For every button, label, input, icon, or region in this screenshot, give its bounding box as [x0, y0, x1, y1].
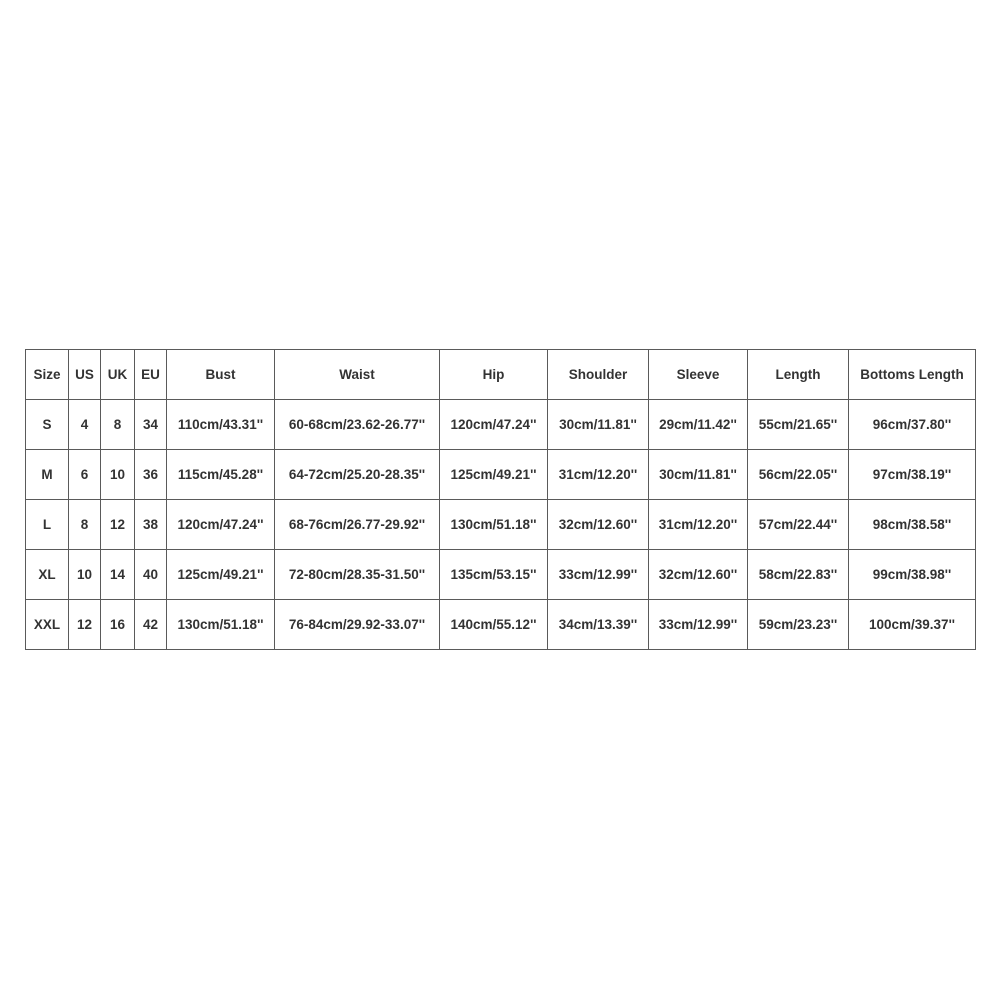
table-cell: 56cm/22.05''	[748, 450, 849, 500]
header-eu: EU	[135, 350, 167, 400]
table-cell: 125cm/49.21''	[440, 450, 548, 500]
table-cell: 16	[101, 600, 135, 650]
table-cell: 60-68cm/23.62-26.77''	[275, 400, 440, 450]
table-cell: 55cm/21.65''	[748, 400, 849, 450]
table-cell: 100cm/39.37''	[849, 600, 976, 650]
table-cell: 110cm/43.31''	[167, 400, 275, 450]
table-cell: 140cm/55.12''	[440, 600, 548, 650]
table-cell: 32cm/12.60''	[649, 550, 748, 600]
table-cell: 72-80cm/28.35-31.50''	[275, 550, 440, 600]
table-cell: 10	[69, 550, 101, 600]
header-row	[26, 350, 976, 400]
table-row	[26, 600, 976, 650]
table-row	[26, 550, 976, 600]
table-cell: L	[26, 500, 69, 550]
table-cell: 33cm/12.99''	[649, 600, 748, 650]
table-cell: 34cm/13.39''	[548, 600, 649, 650]
header-waist: Waist	[275, 350, 440, 400]
table-cell: 125cm/49.21''	[167, 550, 275, 600]
header-hip: Hip	[440, 350, 548, 400]
header-uk: UK	[101, 350, 135, 400]
table-cell: 32cm/12.60''	[548, 500, 649, 550]
table-cell: 57cm/22.44''	[748, 500, 849, 550]
table-row	[26, 400, 976, 450]
table-row	[26, 450, 976, 500]
table-cell: 99cm/38.98''	[849, 550, 976, 600]
header-length: Length	[748, 350, 849, 400]
size-chart-table	[25, 349, 976, 650]
table-cell: 130cm/51.18''	[440, 500, 548, 550]
table-cell: 120cm/47.24''	[167, 500, 275, 550]
table-cell: 29cm/11.42''	[649, 400, 748, 450]
table-cell: XL	[26, 550, 69, 600]
table-cell: S	[26, 400, 69, 450]
table-cell: 120cm/47.24''	[440, 400, 548, 450]
table-cell: 10	[101, 450, 135, 500]
table-cell: 12	[101, 500, 135, 550]
header-bottoms-length: Bottoms Length	[849, 350, 976, 400]
table-cell: 130cm/51.18''	[167, 600, 275, 650]
table-cell: 30cm/11.81''	[649, 450, 748, 500]
table-cell: 38	[135, 500, 167, 550]
table-cell: 8	[101, 400, 135, 450]
table-cell: 68-76cm/26.77-29.92''	[275, 500, 440, 550]
table-cell: M	[26, 450, 69, 500]
table-cell: 97cm/38.19''	[849, 450, 976, 500]
table-cell: 31cm/12.20''	[548, 450, 649, 500]
table-cell: 6	[69, 450, 101, 500]
table-cell: 36	[135, 450, 167, 500]
table-cell: 115cm/45.28''	[167, 450, 275, 500]
table-cell: 96cm/37.80''	[849, 400, 976, 450]
header-us: US	[69, 350, 101, 400]
table-cell: 58cm/22.83''	[748, 550, 849, 600]
table-cell: 59cm/23.23''	[748, 600, 849, 650]
table-cell: 33cm/12.99''	[548, 550, 649, 600]
table-cell: 30cm/11.81''	[548, 400, 649, 450]
header-bust: Bust	[167, 350, 275, 400]
table-cell: 42	[135, 600, 167, 650]
table-cell: 98cm/38.58''	[849, 500, 976, 550]
table-cell: 4	[69, 400, 101, 450]
table-cell: 14	[101, 550, 135, 600]
table-cell: 31cm/12.20''	[649, 500, 748, 550]
table-cell: 64-72cm/25.20-28.35''	[275, 450, 440, 500]
table-row	[26, 500, 976, 550]
table-cell: 34	[135, 400, 167, 450]
header-sleeve: Sleeve	[649, 350, 748, 400]
header-shoulder: Shoulder	[548, 350, 649, 400]
table-cell: 12	[69, 600, 101, 650]
table-cell: 76-84cm/29.92-33.07''	[275, 600, 440, 650]
header-size: Size	[26, 350, 69, 400]
table-cell: 40	[135, 550, 167, 600]
table-cell: 8	[69, 500, 101, 550]
table-cell: 135cm/53.15''	[440, 550, 548, 600]
table-cell: XXL	[26, 600, 69, 650]
